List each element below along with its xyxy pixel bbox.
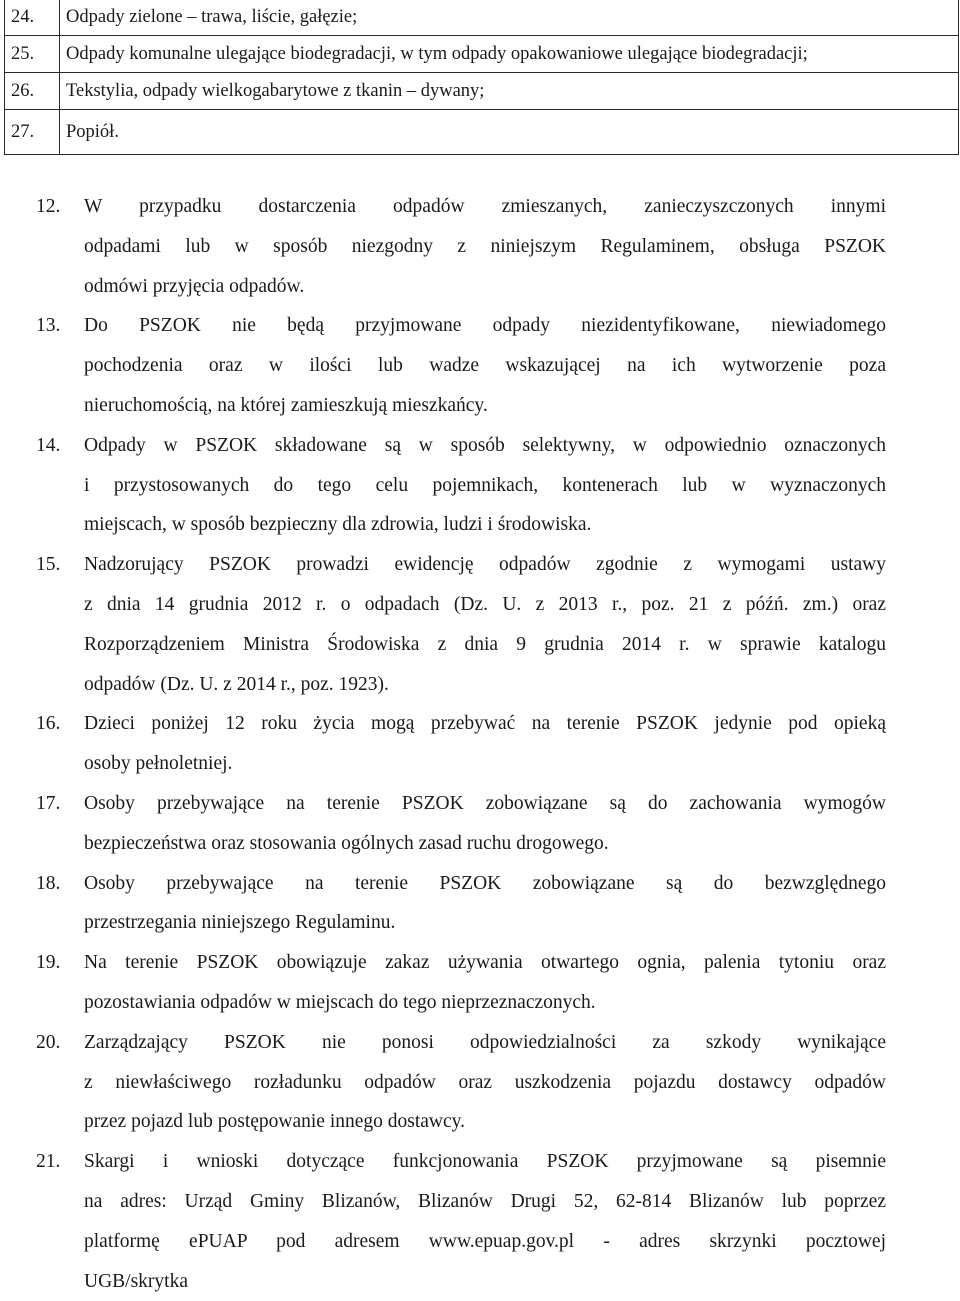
- rule-line: W przypadku dostarczenia odpadów zmieszanych, zanieczyszczonych innymi: [84, 196, 886, 217]
- rule-number: 17.: [36, 792, 61, 814]
- rule-line: odpadami lub w sposób niezgodny z niniejszym Regulaminem, obsługa PSZOK: [84, 235, 886, 257]
- rule-number: 15.: [36, 554, 61, 576]
- list-item: [36, 943, 886, 1023]
- list-item: [36, 426, 886, 545]
- rule-line: nieruchomością, na której zamieszkują mieszkańcy.: [84, 394, 488, 416]
- rule-line: Osoby przebywające na terenie PSZOK zobowiązane są do zachowania wymogów: [84, 792, 886, 814]
- rule-line: Skargi i wnioski dotyczące funkcjonowania PSZOK przyjmowane są pisemnie: [84, 1151, 886, 1173]
- rule-line: na adres: Urząd Gminy Blizanów, Blizanów Drugi 52, 62-814 Blizanów lub poprzez: [84, 1190, 886, 1212]
- table-row: [5, 0, 959, 36]
- list-item: [36, 784, 886, 864]
- rule-line: UGB/skrytka: [84, 1270, 188, 1292]
- list-item: [36, 187, 886, 306]
- regulation-list: [36, 187, 886, 1301]
- rule-number: 14.: [36, 434, 61, 456]
- rule-number: 20.: [36, 1031, 61, 1053]
- rule-number: 19.: [36, 952, 61, 974]
- rule-text: [84, 187, 886, 306]
- rule-text: [84, 864, 886, 944]
- table-row: [5, 110, 959, 155]
- rule-number: 12.: [36, 196, 61, 217]
- list-item: [36, 704, 886, 784]
- rule-text: [84, 784, 886, 864]
- row-number: 26.: [5, 73, 60, 110]
- list-item: [36, 306, 886, 425]
- rule-line: Odpady w PSZOK składowane są w sposób selektywny, w odpowiednio oznaczonych: [84, 434, 886, 456]
- rule-number: 13.: [36, 315, 61, 337]
- rule-number: 21.: [36, 1151, 61, 1173]
- rule-line: osoby pełnoletniej.: [84, 753, 233, 775]
- rule-text: [84, 943, 886, 1023]
- rule-line: pozostawiania odpadów w miejscach do tego nieprzeznaczonych.: [84, 991, 596, 1013]
- rule-line: odpadów (Dz. U. z 2014 r., poz. 1923).: [84, 673, 389, 695]
- row-text: Popiół.: [60, 110, 959, 155]
- row-text: Tekstylia, odpady wielkogabarytowe z tkanin – dywany;: [60, 73, 959, 110]
- row-number: 24.: [5, 0, 60, 36]
- rule-line: odmówi przyjęcia odpadów.: [84, 275, 305, 297]
- table-row: [5, 73, 959, 110]
- list-item: [36, 1142, 886, 1301]
- rule-line: z dnia 14 grudnia 2012 r. o odpadach (Dz. U. z 2013 r., poz. 21 z późń. zm.) oraz: [84, 593, 886, 615]
- rule-line: Nadzorujący PSZOK prowadzi ewidencję odpadów zgodnie z wymogami ustawy: [84, 554, 886, 576]
- row-number: 27.: [5, 110, 60, 155]
- rule-line: bezpieczeństwa oraz stosowania ogólnych zasad ruchu drogowego.: [84, 832, 609, 854]
- table-row: [5, 36, 959, 73]
- rule-line: z niewłaściwego rozładunku odpadów oraz uszkodzenia pojazdu dostawcy odpadów: [84, 1071, 886, 1093]
- rule-line: przestrzegania niniejszego Regulaminu.: [84, 912, 396, 934]
- list-item: [36, 1023, 886, 1142]
- rule-text: [84, 704, 886, 784]
- rule-text: [84, 426, 886, 545]
- rule-line: pochodzenia oraz w ilości lub wadze wskazującej na ich wytworzenie poza: [84, 355, 886, 377]
- rule-line: przez pojazd lub postępowanie innego dostawcy.: [84, 1111, 466, 1133]
- rule-line: platformę ePUAP pod adresem www.epuap.gov.pl - adres skrzynki pocztowej: [84, 1230, 886, 1252]
- list-item: [36, 545, 886, 704]
- rule-line: miejscach, w sposób bezpieczny dla zdrowia, ludzi i środowiska.: [84, 514, 592, 536]
- rule-text: [84, 1023, 886, 1142]
- rule-text: [84, 306, 886, 425]
- rule-number: 16.: [36, 713, 61, 735]
- rule-line: Na terenie PSZOK obowiązuje zakaz używania otwartego ognia, palenia tytoniu oraz: [84, 952, 886, 974]
- rule-line: i przystosowanych do tego celu pojemnikach, kontenerach lub w wyznaczonych: [84, 474, 886, 496]
- rule-line: Zarządzający PSZOK nie ponosi odpowiedzialności za szkody wynikające: [84, 1031, 886, 1053]
- row-text: Odpady zielone – trawa, liście, gałęzie;: [60, 0, 959, 36]
- row-text: Odpady komunalne ulegające biodegradacji, w tym odpady opakowaniowe ulegające biodegradacji;: [60, 36, 959, 73]
- rule-line: Osoby przebywające na terenie PSZOK zobowiązane są do bezwzględnego: [84, 872, 886, 894]
- rule-number: 18.: [36, 872, 61, 894]
- rule-text: [84, 545, 886, 704]
- rule-line: Rozporządzeniem Ministra Środowiska z dnia 9 grudnia 2014 r. w sprawie katalogu: [84, 633, 886, 655]
- rule-line: Do PSZOK nie będą przyjmowane odpady niezidentyfikowane, niewiadomego: [84, 315, 886, 337]
- rule-line: Dzieci poniżej 12 roku życia mogą przebywać na terenie PSZOK jedynie pod opieką: [84, 713, 886, 735]
- waste-types-table: [4, 0, 959, 155]
- list-item: [36, 864, 886, 944]
- row-number: 25.: [5, 36, 60, 73]
- rule-text: [84, 1142, 886, 1301]
